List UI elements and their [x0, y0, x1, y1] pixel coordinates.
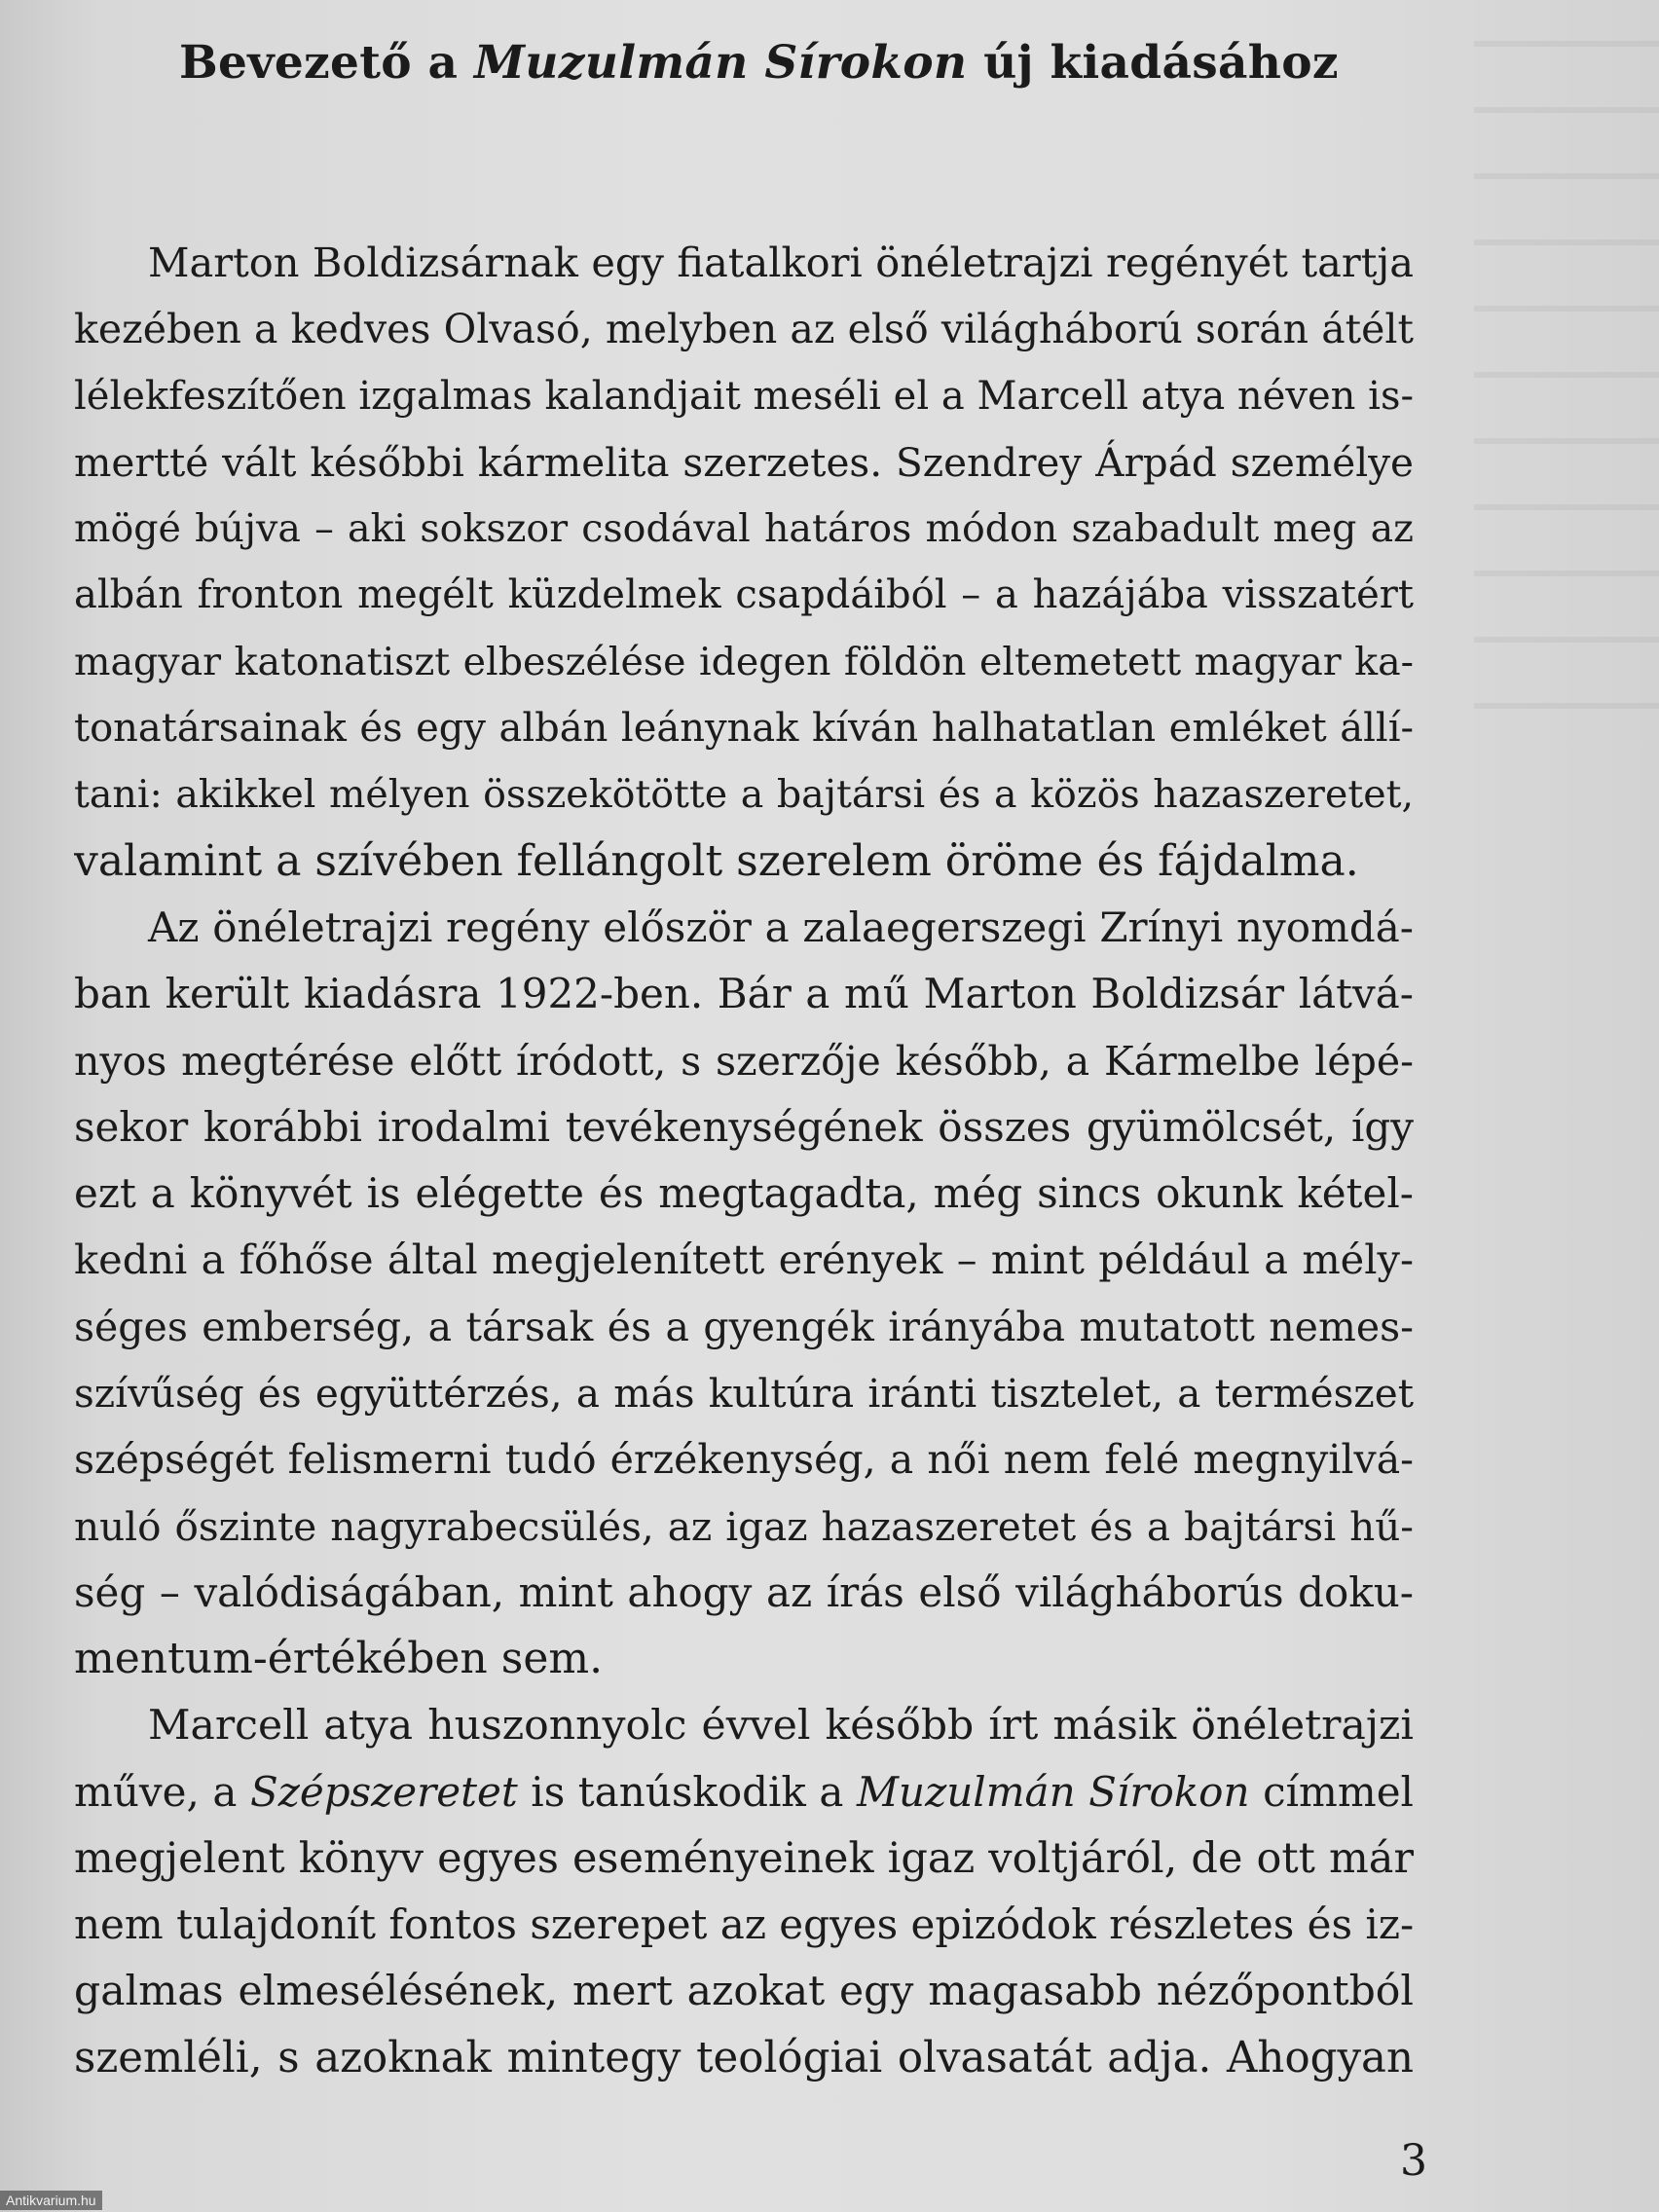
- text-line: Marton Boldizsárnak egy fiatalkori önéletrajzi regényét tartja: [148, 239, 1414, 286]
- text-line: séges emberség, a társak és a gyengék irányába mutatott nemes-: [74, 1303, 1414, 1350]
- text-line: szívűség és együttérzés, a más kultúra iránti tisztelet, a természet: [74, 1370, 1414, 1418]
- text-line: nem tulajdonít fontos szerepet az egyes epizódok részletes és iz-: [74, 1900, 1414, 1949]
- watermark-label: Antikvarium.hu: [0, 2191, 102, 2210]
- text-line: ezt a könyvét is elégette és megtagadta, még sincs okunk kétel-: [74, 1169, 1414, 1218]
- text-line: sekor korábbi irodalmi tevékenységének összes gyümölcsét, így: [74, 1102, 1414, 1151]
- text-fragment: is tanúskodik a: [517, 1767, 858, 1816]
- text-line-with-titles: [74, 1759, 1414, 1825]
- text-line: tani: akikkel mélyen összekötötte a bajtársi és a közös hazaszeretet,: [74, 772, 1414, 818]
- text-line: ban került kiadásra 1922-ben. Bár a mű Marton Boldizsár látvá-: [74, 970, 1414, 1018]
- text-line: szépségét felismerni tudó érzékenység, a női nem felé megnyilvá-: [74, 1436, 1414, 1484]
- paragraph-2: [74, 895, 1414, 1693]
- title-part-1: Bevezető a: [179, 36, 474, 90]
- italic-book-title: Szépszeretet: [249, 1767, 518, 1816]
- text-line: Marcell atya huszonnyolc évvel később írt másik önéletrajzi: [148, 1701, 1414, 1750]
- text-line: nyos megtérése előtt íródott, s szerzője később, a Kármelbe lépé-: [74, 1037, 1414, 1085]
- text-line: magyar katonatiszt elbeszélése idegen földön eltemetett magyar ka-: [74, 639, 1414, 684]
- text-line: galmas elmesélésének, mert azokat egy magasabb nézőpontból: [74, 1967, 1414, 2015]
- page-number: 3: [1400, 2136, 1427, 2186]
- text-line: tonatársainak és egy albán leánynak kíván halhatatlan emléket állí-: [74, 706, 1414, 752]
- show-through-text: [1474, 0, 1659, 740]
- text-line: valamint a szívében fellángolt szerelem öröme és fájdalma.: [74, 835, 1359, 886]
- text-line: nuló őszinte nagyrabecsülés, az igaz hazaszeretet és a bajtársi hű-: [74, 1502, 1414, 1550]
- paragraph-1: [74, 230, 1414, 895]
- italic-book-title: Muzulmán Sírokon: [857, 1767, 1250, 1816]
- title-part-2: új kiadásához: [967, 36, 1339, 90]
- text-line: ség – valódiságában, mint ahogy az írás első világháborús doku-: [74, 1567, 1414, 1616]
- text-line: mögé bújva – aki sokszor csodával határos módon szabadult meg az: [74, 506, 1414, 552]
- text-line: kedni a főhőse által megjelenített erények – mint például a mély-: [74, 1235, 1414, 1284]
- text-line: mertté vált későbbi kármelita szerzetes. Szendrey Árpád személye: [74, 438, 1414, 486]
- text-line: albán fronton megélt küzdelmek csapdáiból – a hazájába visszatért: [74, 572, 1414, 618]
- text-line: megjelent könyv egyes eseményeinek igaz voltjáról, de ott már: [74, 1834, 1414, 1884]
- paragraph-3: [74, 1693, 1414, 2092]
- title-italic-book-name: Muzulmán Sírokon: [473, 36, 968, 90]
- text-line: kezében a kedves Olvasó, melyben az első világháború során átélt: [74, 306, 1414, 353]
- text-fragment: címmel: [1249, 1767, 1414, 1816]
- text-line: mentum-értékében sem.: [74, 1634, 604, 1684]
- text-line: szemléli, s azoknak mintegy teológiai olvasatát adja. Ahogyan: [74, 2034, 1414, 2083]
- body-text: [74, 230, 1414, 2091]
- text-line: lélekfeszítően izgalmas kalandjait meséli el a Marcell atya néven is-: [74, 373, 1414, 419]
- text-fragment: műve, a: [74, 1767, 250, 1816]
- text-line: Az önéletrajzi regény először a zalaegerszegi Zrínyi nyomdá-: [148, 903, 1414, 951]
- chapter-title: [179, 29, 1542, 97]
